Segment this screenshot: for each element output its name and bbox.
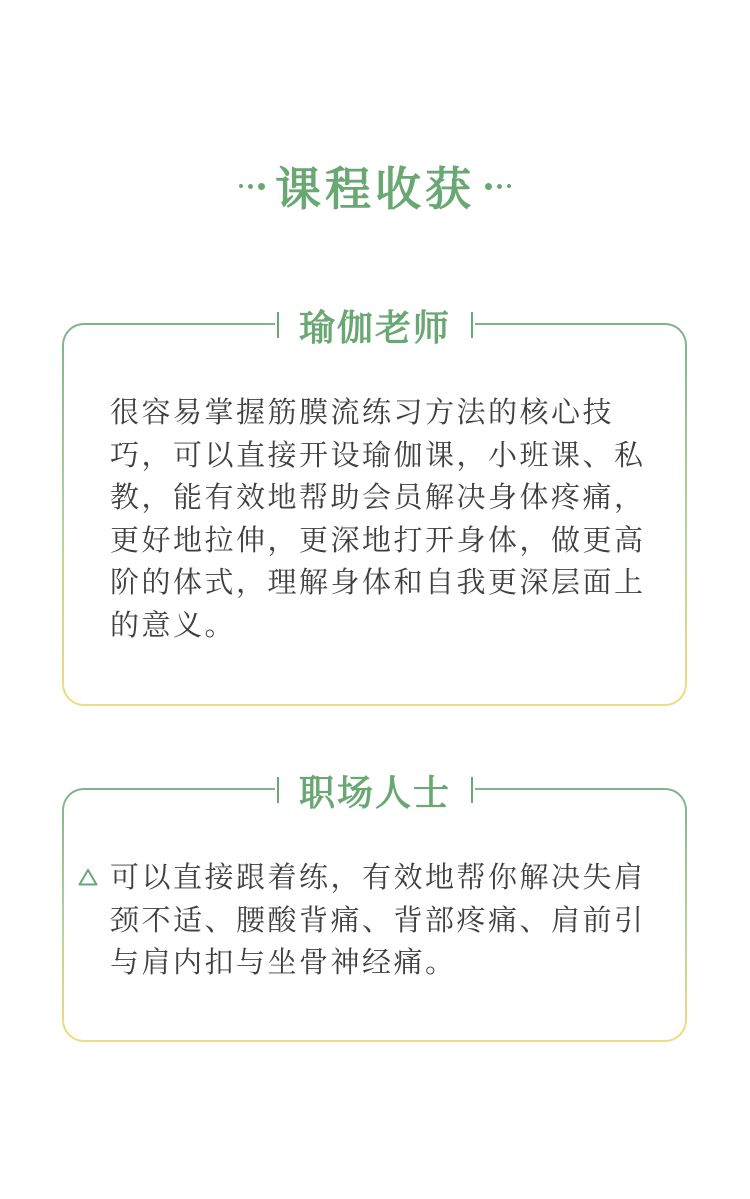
title-tick-right-icon [471, 777, 473, 803]
title-tick-right-icon [471, 312, 473, 338]
section-heading [0, 150, 750, 222]
page-title: 课程收获 [275, 162, 475, 216]
card-yoga-teacher-title-wrap [275, 303, 475, 347]
card-office-worker-title-wrap [275, 768, 475, 812]
decorative-dots-left-icon [239, 183, 265, 190]
triangle-outline-icon [78, 868, 98, 886]
card-office-worker-text: 可以直接跟着练，有效地帮你解决失肩颈不适、腰酸背痛、背部疼痛、肩前引与肩内扣与坐骨神经痛。 [110, 860, 646, 979]
decorative-dots-right-icon [485, 183, 511, 190]
card-office-worker-title: 职场人士 [298, 771, 452, 814]
card-yoga-teacher-title: 瑜伽老师 [298, 306, 452, 349]
card-yoga-teacher-text: 很容易掌握筋膜流练习方法的核心技巧，可以直接开设瑜伽课，小班课、私教，能有效地帮助会员解决身体疼痛，更好地拉伸，更深地打开身体，做更高阶的体式，理解身体和自我更深层面上的意义。 [110, 395, 646, 642]
